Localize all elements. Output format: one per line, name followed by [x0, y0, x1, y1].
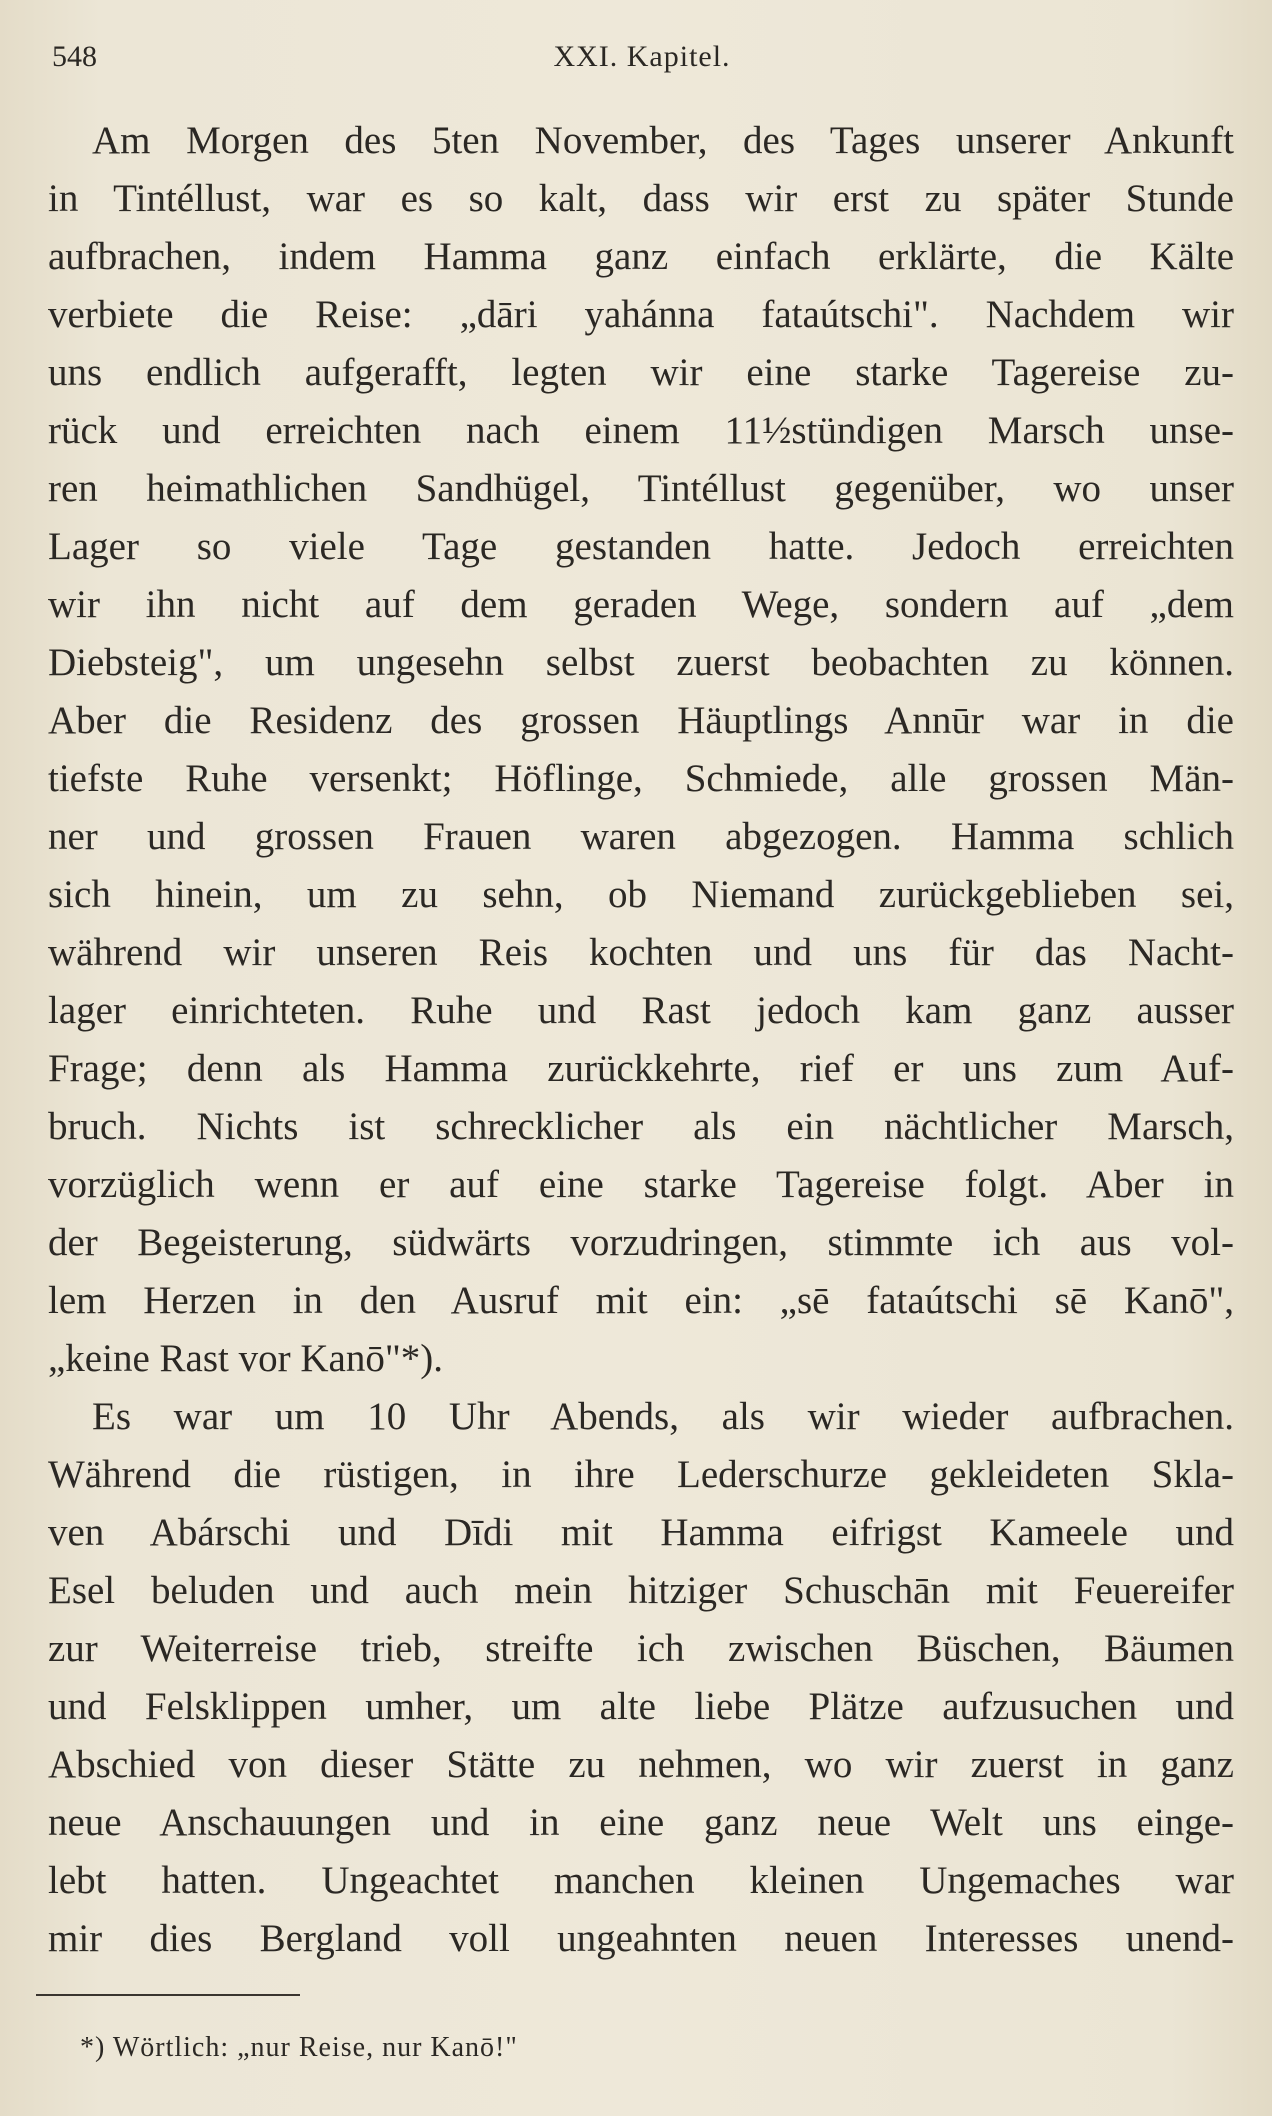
text-line: Während die rüstigen, in ihre Lederschurze gekleideten Skla-	[48, 1453, 1234, 1496]
text-line: ner und grossen Frauen waren abgezogen. Hamma schlich	[48, 815, 1234, 858]
text-line: mir dies Bergland voll ungeahnten neuen Interesses unend-	[48, 1917, 1234, 1960]
text-line: „keine Rast vor Kanō"*).	[48, 1337, 443, 1380]
text-line: tiefste Ruhe versenkt; Höflinge, Schmiede, alle grossen Män-	[48, 757, 1234, 800]
page-number: 548	[52, 40, 97, 73]
text-line: während wir unseren Reis kochten und uns für das Nacht-	[48, 931, 1234, 974]
text-line: wir ihn nicht auf dem geraden Wege, sondern auf „dem	[48, 583, 1234, 626]
text-line: der Begeisterung, südwärts vorzudringen, stimmte ich aus vol-	[48, 1221, 1234, 1264]
text-line: ven Abárschi und Dīdi mit Hamma eifrigst Kameele und	[48, 1511, 1234, 1554]
text-line: verbiete die Reise: „dāri yahánna fataútschi". Nachdem wir	[48, 293, 1234, 336]
text-line: Am Morgen des 5ten November, des Tages unserer Ankunft	[92, 119, 1234, 162]
paragraph	[48, 1388, 1234, 1968]
text-line: Aber die Residenz des grossen Häuptlings Annūr war in die	[48, 699, 1234, 742]
paragraph	[48, 112, 1234, 1388]
footnote: *) Wörtlich: „nur Reise, nur Kanō!"	[80, 2032, 518, 2063]
text-line: lem Herzen in den Ausruf mit ein: „sē fataútschi sē Kanō",	[48, 1279, 1234, 1322]
text-line: vorzüglich wenn er auf eine starke Tagereise folgt. Aber in	[48, 1163, 1234, 1206]
text-line: uns endlich aufgerafft, legten wir eine starke Tagereise zu-	[48, 351, 1234, 394]
text-line: zur Weiterreise trieb, streifte ich zwischen Büschen, Bäumen	[48, 1627, 1234, 1670]
text-line: neue Anschauungen und in eine ganz neue Welt uns einge-	[48, 1801, 1234, 1844]
text-line: lager einrichteten. Ruhe und Rast jedoch kam ganz ausser	[48, 989, 1234, 1032]
footnote-divider	[36, 1994, 300, 1996]
page-header	[52, 40, 1232, 84]
text-line: Esel beluden und auch mein hitziger Schuschān mit Feuereifer	[48, 1569, 1234, 1612]
text-line: in Tintéllust, war es so kalt, dass wir erst zu später Stunde	[48, 177, 1234, 220]
running-head: XXI. Kapitel.	[553, 40, 731, 73]
text-line: und Felsklippen umher, um alte liebe Plätze aufzusuchen und	[48, 1685, 1234, 1728]
text-line: Abschied von dieser Stätte zu nehmen, wo wir zuerst in ganz	[48, 1743, 1234, 1786]
text-line: lebt hatten. Ungeachtet manchen kleinen Ungemaches war	[48, 1859, 1234, 1902]
text-line: sich hinein, um zu sehn, ob Niemand zurückgeblieben sei,	[48, 873, 1234, 916]
text-line: rück und erreichten nach einem 11½stündigen Marsch unse-	[48, 409, 1234, 452]
text-line: Diebsteig", um ungesehn selbst zuerst beobachten zu können.	[48, 641, 1234, 684]
text-line: bruch. Nichts ist schrecklicher als ein nächtlicher Marsch,	[48, 1105, 1234, 1148]
text-line: ren heimathlichen Sandhügel, Tintéllust gegenüber, wo unser	[48, 467, 1234, 510]
text-line: aufbrachen, indem Hamma ganz einfach erklärte, die Kälte	[48, 235, 1234, 278]
text-line: Lager so viele Tage gestanden hatte. Jedoch erreichten	[48, 525, 1234, 568]
body-text	[48, 112, 1234, 1968]
text-line: Frage; denn als Hamma zurückkehrte, rief er uns zum Auf-	[48, 1047, 1234, 1090]
text-line: Es war um 10 Uhr Abends, als wir wieder aufbrachen.	[92, 1395, 1234, 1438]
